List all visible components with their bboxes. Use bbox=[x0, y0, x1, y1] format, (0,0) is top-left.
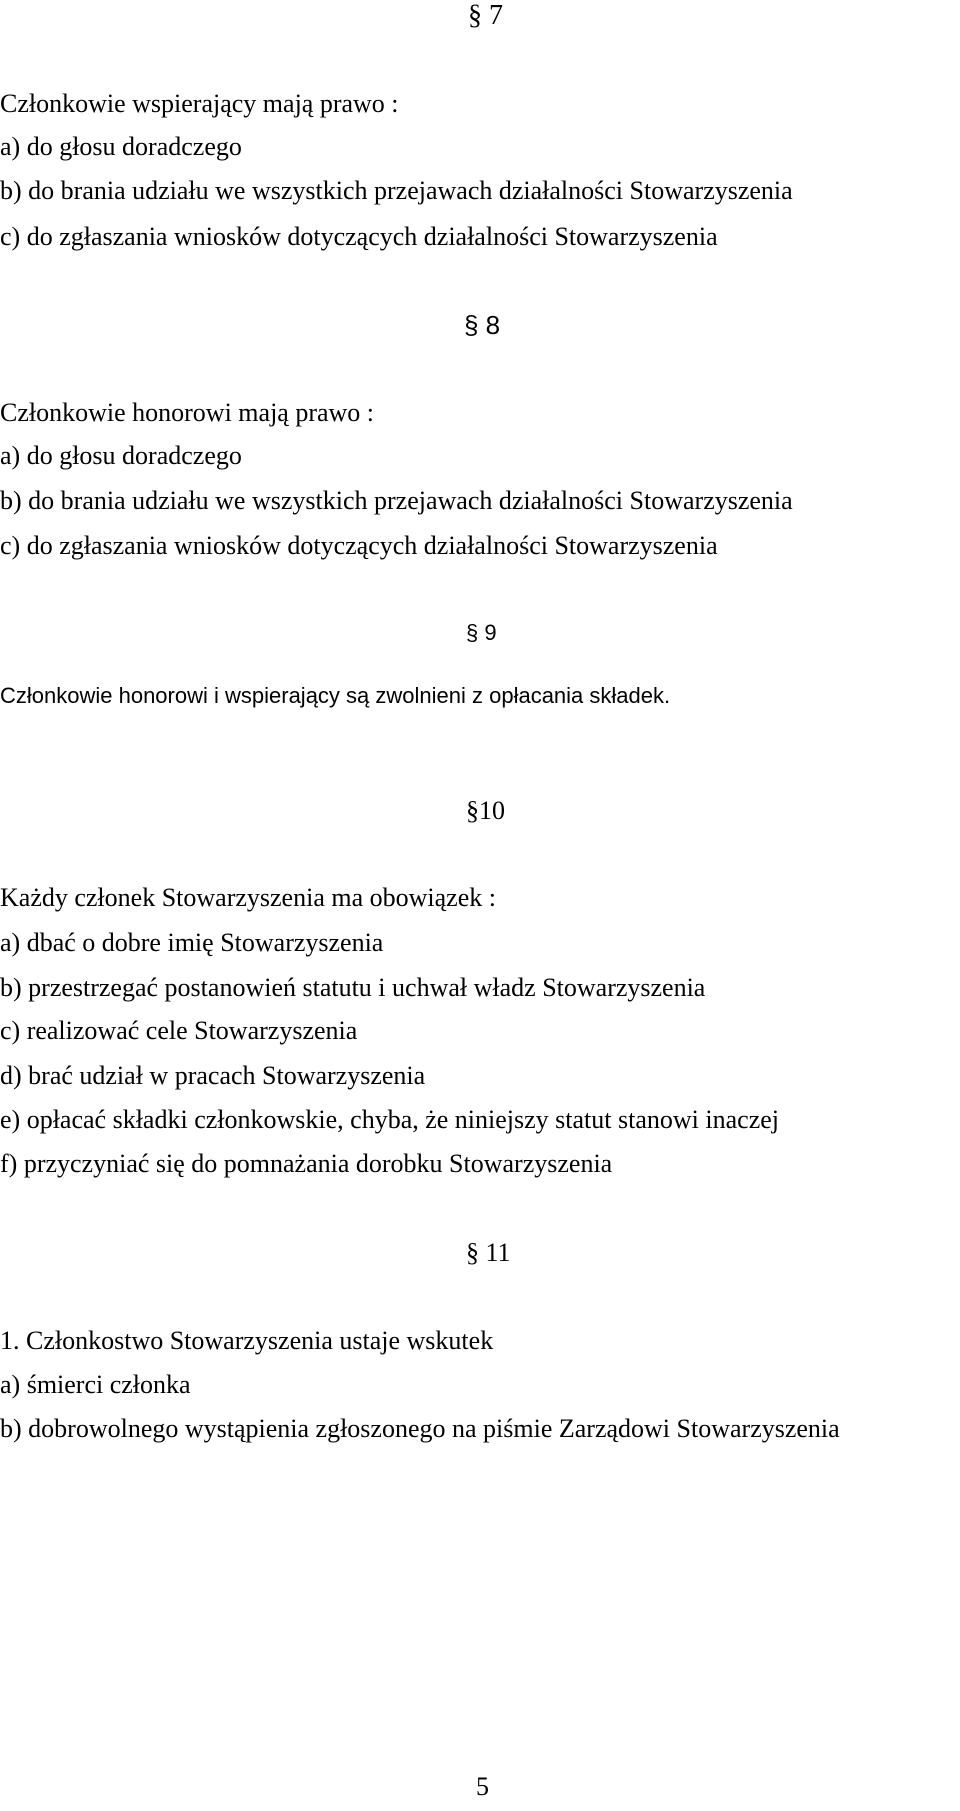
section-10-item-d: d) brać udział w pracach Stowarzyszenia bbox=[0, 1061, 426, 1090]
section-10-item-a: a) dbać o dobre imię Stowarzyszenia bbox=[0, 928, 384, 957]
section-8-item-a: a) do głosu doradczego bbox=[0, 441, 242, 470]
section-10-item-f: f) przyczyniać się do pomnażania dorobku Stowarzyszenia bbox=[0, 1149, 613, 1178]
section-7-item-c: c) do zgłaszania wniosków dotyczących działalności Stowarzyszenia bbox=[0, 222, 718, 251]
section-8-item-b: b) do brania udziału we wszystkich przejawach działalności Stowarzyszenia bbox=[0, 486, 793, 515]
section-7-item-b: b) do brania udziału we wszystkich przejawach działalności Stowarzyszenia bbox=[0, 176, 793, 205]
section-11-intro: 1. Członkostwo Stowarzyszenia ustaje wskutek bbox=[0, 1326, 494, 1355]
section-8-heading: § 8 bbox=[464, 310, 501, 340]
section-8-intro: Członkowie honorowi mają prawo : bbox=[0, 398, 375, 427]
section-10-intro: Każdy członek Stowarzyszenia ma obowiązek : bbox=[0, 883, 496, 912]
section-7-item-a: a) do głosu doradczego bbox=[0, 132, 242, 161]
section-9-text: Członkowie honorowi i wspierający są zwolnieni z opłacania składek. bbox=[0, 683, 671, 708]
section-10-heading: §10 bbox=[466, 796, 505, 825]
page-number: 5 bbox=[476, 1772, 489, 1801]
section-11-item-b: b) dobrowolnego wystąpienia zgłoszonego na piśmie Zarządowi Stowarzyszenia bbox=[0, 1414, 840, 1443]
section-9-heading: § 9 bbox=[466, 620, 497, 645]
section-8-item-c: c) do zgłaszania wniosków dotyczących działalności Stowarzyszenia bbox=[0, 531, 718, 560]
section-7-heading: § 7 bbox=[468, 0, 503, 31]
section-11-heading: § 11 bbox=[466, 1238, 511, 1267]
section-7-intro: Członkowie wspierający mają prawo : bbox=[0, 89, 399, 118]
section-10-item-c: c) realizować cele Stowarzyszenia bbox=[0, 1016, 358, 1045]
section-10-item-e: e) opłacać składki członkowskie, chyba, że niniejszy statut stanowi inaczej bbox=[0, 1105, 779, 1134]
section-11-item-a: a) śmierci członka bbox=[0, 1370, 191, 1399]
section-10-item-b: b) przestrzegać postanowień statutu i uchwał władz Stowarzyszenia bbox=[0, 973, 706, 1002]
